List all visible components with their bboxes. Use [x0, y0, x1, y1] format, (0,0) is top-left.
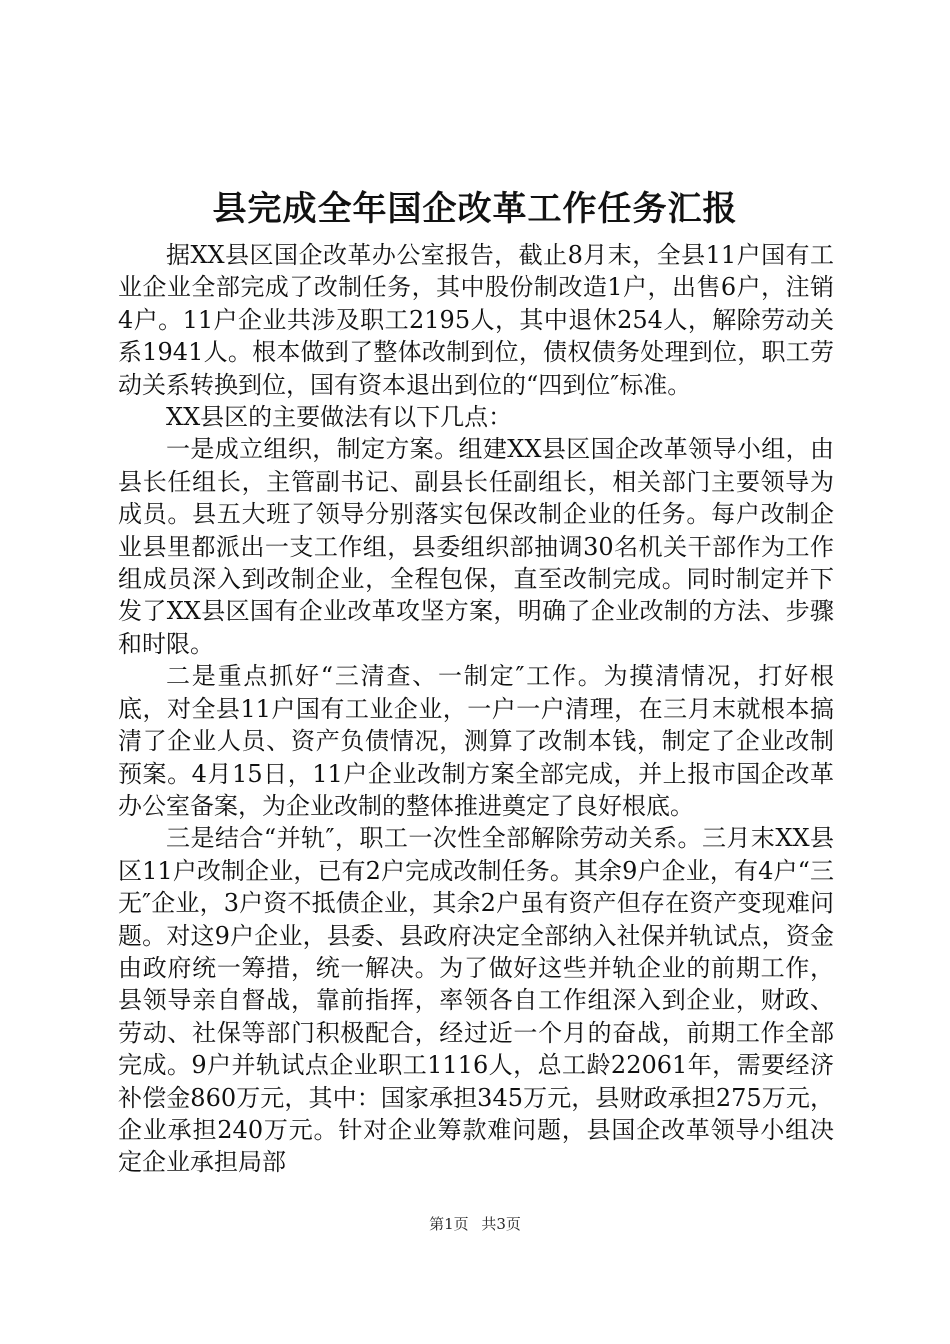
- paragraph-report-summary: 据XX县区国企改革办公室报告，截止8月末，全县11户国有工业企业全部完成了改制任务，其中股份制改造1户，出售6户，注销4户。11户企业共涉及职工2195人，其中退休254人，解除劳动关系1941人。根本做到了整体改制到位，债权债务处理到位，职工劳动关系转换到位，国有资本退出到位的“四到位″标准。: [118, 241, 834, 399]
- paragraph-main-methods-intro: XX县区的主要做法有以下几点：: [166, 403, 513, 432]
- paragraph-method-one: 一是成立组织，制定方案。组建XX县区国企改革领导小组，由县长任组长，主管副书记、副县长任副组长，相关部门主要领导为成员。县五大班了领导分别落实包保改制企业的任务。每户改制企业县里都派出一支工作组，县委组织部抽调30名机关干部作为工作组成员深入到改制企业，全程包保，直至改制完成。同时制定并下发了XX县区国有企业改革攻坚方案，明确了企业改制的方法、步骤和时限。: [118, 435, 834, 658]
- page-footer: [0, 1212, 950, 1236]
- paragraph-method-two: 二是重点抓好“三清查、一制定″工作。为摸清情况，打好根底，对全县11户国有工业企业，一户一户清理，在三月末就根本搞清了企业人员、资产负债情况，测算了改制本钱，制定了企业改制预案。4月15日，11户企业改制方案全部完成，并上报市国企改革办公室备案，为企业改制的整体推进奠定了良好根底。: [118, 662, 834, 820]
- page-number: 第1页: [429, 1215, 469, 1233]
- page-total: 共3页: [481, 1215, 521, 1233]
- paragraph-method-three: 三是结合“并轨″，职工一次性全部解除劳动关系。三月末XX县区11户改制企业，已有2户完成改制任务。其余9户企业，有4户“三无″企业，3户资不抵债企业，其余2户虽有资产但存在资产变现难问题。对这9户企业，县委、县政府决定全部纳入社保并轨试点，资金由政府统一筹措，统一解决。为了做好这些并轨企业的前期工作，县领导亲自督战，靠前指挥，率领各自工作组深入到企业，财政、劳动、社保等部门积极配合，经过近一个月的奋战，前期工作全部完成。9户并轨试点企业职工1116人，总工龄22061年，需要经济补偿金860万元，其中：国家承担345万元，县财政承担275万元，企业承担240万元。针对企业筹款难问题，县国企改革领导小组决定企业承担局部: [118, 824, 834, 1177]
- document-title: 县完成全年国企改革工作任务汇报: [212, 189, 738, 229]
- document-body: [118, 239, 834, 1179]
